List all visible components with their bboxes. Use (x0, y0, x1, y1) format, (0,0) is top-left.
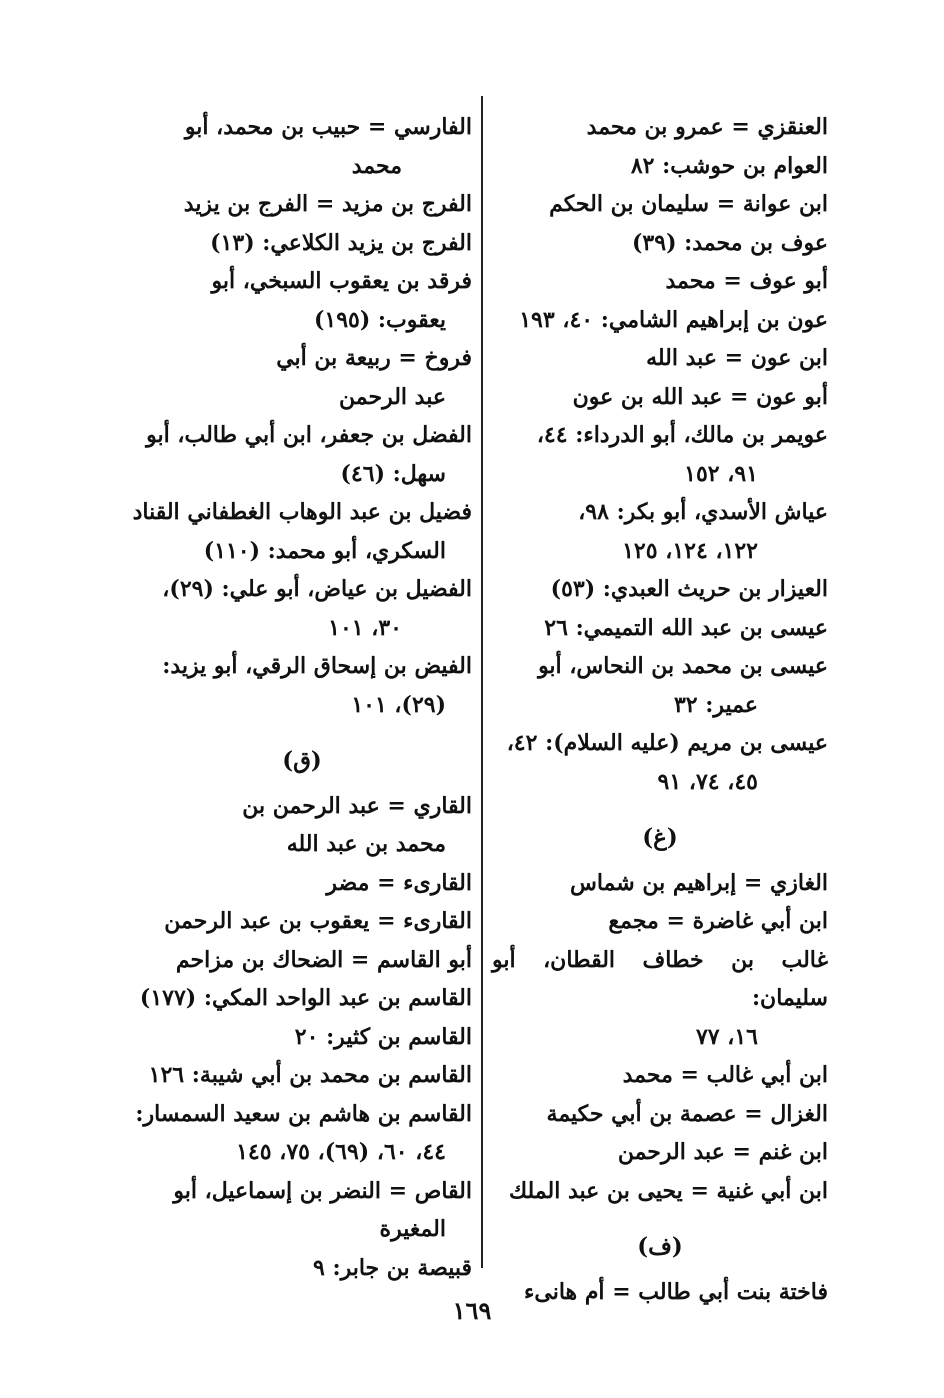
index-entry-text: الفارسي = حبيب بن محمد، أبو (184, 114, 472, 140)
index-entry-continuation: ٣٠، ١٠١ (328, 614, 402, 641)
index-entry: عون بن إبراهيم الشامي: ٤٠، ١٩٣ (519, 306, 828, 333)
index-entry-continuation: يعقوب: (١٩٥) (313, 306, 446, 333)
index-entry: العيزار بن حريث العبدي: (٥٣) (550, 576, 828, 602)
index-entry-continuation: محمد (351, 152, 402, 179)
index-entry: العوام بن حوشب: ٨٢ (630, 152, 828, 179)
index-entry-text: فرقد بن يعقوب السبخي، أبو (211, 268, 472, 294)
index-entry-continuation: عبد الرحمن (339, 383, 446, 410)
section-heading-ghain: (غ) (642, 824, 678, 851)
index-entry (492, 493, 828, 570)
index-entry (132, 108, 472, 185)
index-entry-continuation: المغيرة (379, 1216, 446, 1242)
index-entry (132, 493, 472, 570)
index-entry: عيسى بن عبد الله التميمي: ٢٦ (544, 614, 828, 641)
index-entry-text: عياش الأسدي، أبو بكر: ٩٨، (578, 499, 828, 525)
index-entry-continuation: ١٢٢، ١٢٤، ١٢٥ (622, 537, 758, 564)
index-entry-continuation: محمد بن عبد الله (286, 831, 446, 857)
index-entry-continuation: (٢٩)، ١٠١ (351, 691, 446, 718)
index-entry: الغازي = إبراهيم بن شماس (570, 869, 828, 896)
index-entry-continuation: السكري، أبو محمد: (١١٠) (203, 537, 446, 564)
section-heading-qaf: (ق) (282, 747, 322, 774)
index-entry (492, 941, 828, 1057)
index-entry (132, 1172, 472, 1249)
index-entry-continuation: ٩١، ١٥٢ (684, 460, 758, 487)
index-entry (132, 647, 472, 724)
index-entry-continuation: ٤٥، ٧٤، ٩١ (657, 768, 758, 795)
index-entry-text: الفيض بن إسحاق الرقي، أبو يزيد: (162, 653, 472, 679)
index-entry (132, 339, 472, 416)
index-entry: القارىء = مضر (326, 869, 472, 896)
index-entry-continuation: سهل: (٤٦) (340, 460, 446, 487)
index-entry (132, 787, 472, 864)
index-entry: الغزال = عصمة بن أبي حكيمة (546, 1100, 828, 1127)
index-entry (492, 416, 828, 493)
index-entry: القارىء = يعقوب بن عبد الرحمن (164, 908, 472, 934)
page-number: ١٦٩ (452, 1296, 492, 1325)
index-entry (492, 724, 828, 801)
index-entry-text: القاص = النضر بن إسماعيل، أبو (173, 1177, 472, 1204)
index-entry: القاسم بن محمد بن أبي شيبة: ١٢٦ (148, 1062, 472, 1088)
index-entry-continuation: ١٦، ٧٧ (695, 1023, 758, 1050)
index-entry: أبو القاسم = الضحاك بن مزاحم (175, 946, 472, 973)
index-entry: أبو عون = عبد الله بن عون (572, 383, 828, 410)
index-entry (132, 570, 472, 647)
index-entry: الفرج بن مزيد = الفرج بن يزيد (183, 191, 472, 217)
column-divider (481, 96, 483, 1268)
index-entry-continuation: ٤٤، ٦٠، (٦٩)، ٧٥، ١٤٥ (236, 1139, 446, 1165)
section-heading-fa: (ف) (637, 1233, 683, 1260)
index-column-right (492, 108, 828, 1311)
index-entry: ابن غنم = عبد الرحمن (617, 1139, 828, 1165)
index-entry-continuation: عمير: ٣٢ (673, 691, 758, 718)
index-entry: ابن أبي غنية = يحيى بن عبد الملك (508, 1177, 828, 1204)
index-entry: ابن أبي غالب = محمد (622, 1062, 828, 1088)
index-column-left (132, 108, 472, 1287)
index-entry: ابن أبي غاضرة = مجمع (608, 908, 828, 934)
index-entry (132, 1095, 472, 1172)
index-entry-text: فضيل بن عبد الوهاب الغطفاني القناد (132, 499, 472, 525)
index-entry: العنقزي = عمرو بن محمد (586, 114, 828, 140)
index-entry-text: عيسى بن مريم (عليه السلام): ٤٢، (506, 730, 828, 756)
index-entry (492, 647, 828, 724)
index-entry: ابن عون = عبد الله (646, 345, 828, 371)
index-entry-text: عويمر بن مالك، أبو الدرداء: ٤٤، (536, 422, 828, 448)
index-entry-text: القاري = عبد الرحمن بن (242, 792, 472, 819)
index-entry (132, 416, 472, 493)
index-entry: الفرج بن يزيد الكلاعي: (١٣) (210, 229, 472, 256)
index-entry-text: غالب بن خطاف القطان، أبو سليمان: (492, 946, 828, 1011)
index-entry-text: الفضل بن جعفر، ابن أبي طالب، أبو (146, 422, 472, 448)
index-entry: القاسم بن كثير: ٢٠ (294, 1023, 472, 1050)
index-entry: عوف بن محمد: (٣٩) (632, 229, 828, 256)
index-entry-text: الفضيل بن عياض، أبو علي: (٢٩)، (162, 576, 472, 602)
index-entry-text: عيسى بن محمد بن النحاس، أبو (538, 653, 828, 679)
index-entry: قبيصة بن جابر: ٩ (312, 1254, 472, 1281)
index-entry: ابن عوانة = سليمان بن الحكم (549, 191, 828, 217)
index-entry: أبو عوف = محمد (665, 268, 828, 294)
index-entry-text: القاسم بن هاشم بن سعيد السمسار: (135, 1100, 472, 1127)
index-entry: القاسم بن عبد الواحد المكي: (١٧٧) (139, 985, 472, 1011)
index-entry (132, 262, 472, 339)
index-entry-text: فروخ = ربيعة بن أبي (276, 345, 472, 371)
index-entry: فاختة بنت أبي طالب = أم هانىء (524, 1278, 828, 1305)
